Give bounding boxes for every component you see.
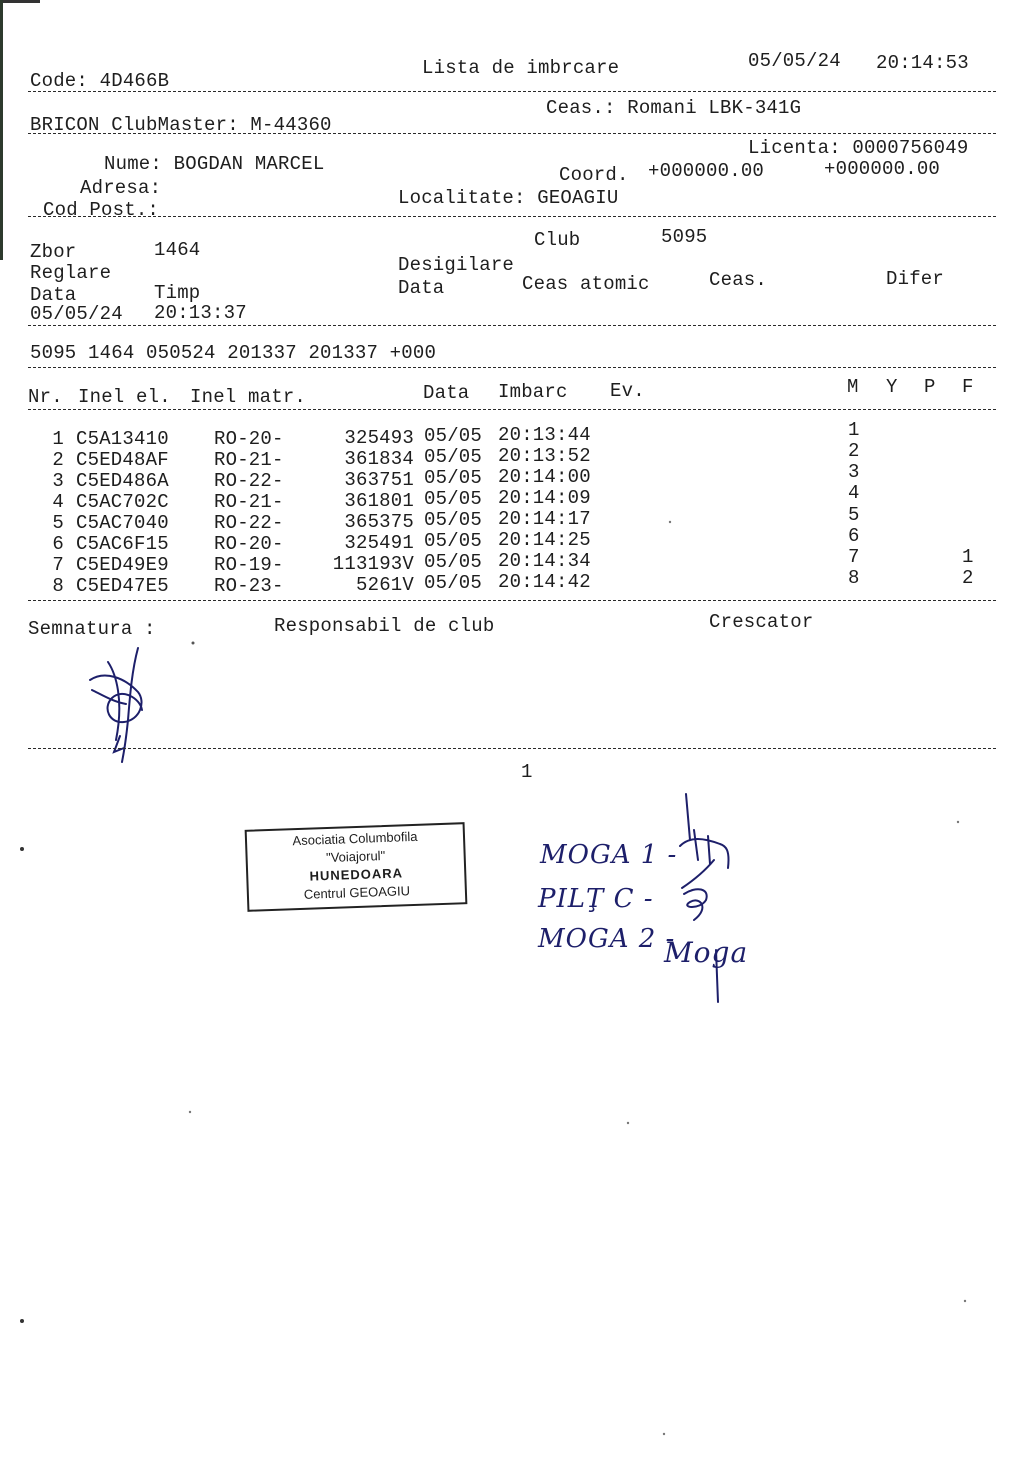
row-inel-el: C5AC6F15 (76, 533, 169, 555)
col-inel-matr: Inel matr. (190, 386, 307, 408)
flight-label: Zbor (30, 241, 77, 263)
row-nr: 1 (52, 428, 64, 450)
date-label-2: Data (398, 277, 445, 299)
row-nr: 5 (52, 512, 64, 534)
row-prefix: RO-21- (214, 449, 284, 471)
row-inel-el: C5AC702C (76, 491, 169, 513)
row-matr: 113193V (332, 553, 414, 575)
desigilare-label: Desigilare (398, 254, 515, 276)
row-f: 1 (962, 546, 974, 568)
code-label: Code: 4D466B (30, 70, 170, 92)
reglare-time: 20:13:37 (154, 302, 247, 324)
difference-label: Difer (886, 268, 945, 290)
col-nr: Nr. (28, 386, 63, 408)
col-data: Data (423, 382, 470, 404)
clock-col-label: Ceas. (709, 269, 768, 291)
row-inel-el: C5ED49E9 (76, 554, 169, 576)
row-inel-el: C5ED47E5 (76, 575, 169, 597)
document-title: Lista de imbrcare (422, 57, 620, 79)
row-nr: 4 (52, 491, 64, 513)
row-prefix: RO-22- (214, 512, 284, 534)
row-m: 5 (848, 504, 860, 526)
license-label: Licenta: 0000756049 (748, 137, 969, 159)
row-matr: 361801 (344, 490, 414, 512)
address-label: Adresa: (80, 177, 162, 199)
row-m: 1 (848, 419, 860, 441)
row-time: 20:14:25 (498, 529, 591, 551)
name-label: Nume: BOGDAN MARCEL (104, 153, 325, 175)
row-nr: 8 (52, 575, 64, 597)
row-date: 05/05 (424, 467, 483, 489)
row-time: 20:13:44 (498, 424, 591, 446)
coord-y: +000000.00 (824, 158, 941, 180)
row-prefix: RO-20- (214, 428, 284, 450)
row-time: 20:14:42 (498, 571, 591, 593)
row-matr: 365375 (344, 511, 414, 533)
row-matr: 363751 (344, 469, 414, 491)
stamp-line: HUNEDOARA (309, 865, 404, 884)
row-f: 2 (962, 567, 974, 589)
locality-label: Localitate: GEOAGIU (398, 187, 619, 209)
row-nr: 3 (52, 470, 64, 492)
row-date: 05/05 (424, 530, 483, 552)
row-date: 05/05 (424, 509, 483, 531)
row-inel-el: C5AC7040 (76, 512, 169, 534)
row-time: 20:14:17 (498, 508, 591, 530)
stamp-line: Centrul GEOAGIU (303, 883, 411, 902)
row-date: 05/05 (424, 488, 483, 510)
date-label: Data (30, 284, 77, 306)
row-inel-el: C5A13410 (76, 428, 169, 450)
row-prefix: RO-21- (214, 491, 284, 513)
atomic-clock-label: Ceas atomic (522, 273, 650, 295)
time-label: Timp (154, 282, 201, 304)
row-matr: 325491 (344, 532, 414, 554)
row-time: 20:14:00 (498, 466, 591, 488)
clubmaster-label: BRICON ClubMaster: M-44360 (30, 114, 332, 136)
handwritten-line: MOGA 1 - (540, 840, 678, 870)
col-inel-el: Inel el. (78, 386, 171, 408)
row-prefix: RO-19- (214, 554, 284, 576)
col-ev: Ev. (610, 380, 645, 402)
row-inel-el: C5ED486A (76, 470, 169, 492)
club-label: Club (534, 229, 581, 251)
row-date: 05/05 (424, 446, 483, 468)
stamp-line: Asociatia Columbofila (292, 828, 418, 849)
row-date: 05/05 (424, 572, 483, 594)
row-inel-el: C5ED48AF (76, 449, 169, 471)
col-f: F (962, 376, 974, 398)
row-m: 3 (848, 461, 860, 483)
col-m: M (847, 376, 859, 398)
postal-code-label: Cod Post.: (43, 199, 160, 221)
row-time: 20:14:34 (498, 550, 591, 572)
row-m: 8 (848, 567, 860, 589)
coord-label: Coord. (559, 164, 629, 186)
col-imbarc: Imbarc (498, 381, 568, 403)
club-number: 5095 (661, 226, 708, 248)
col-p: P (924, 376, 936, 398)
row-nr: 7 (52, 554, 64, 576)
stamp-line: "Voiajorul" (325, 847, 386, 866)
coord-x: +000000.00 (648, 160, 765, 182)
signature-label: Semnatura : (28, 618, 156, 640)
row-time: 20:14:09 (498, 487, 591, 509)
breeder-label: Crescator (709, 611, 814, 633)
row-nr: 2 (52, 449, 64, 471)
flight-code-line: 5095 1464 050524 201337 201337 +000 (30, 342, 437, 364)
row-date: 05/05 (424, 551, 483, 573)
row-prefix: RO-23- (214, 575, 284, 597)
row-time: 20:13:52 (498, 445, 591, 467)
page-number: 1 (521, 761, 533, 783)
print-time: 20:14:53 (876, 52, 969, 74)
handwritten-line: PILŢ C - (538, 884, 654, 914)
col-y: Y (886, 376, 898, 398)
club-responsible-label: Responsabil de club (274, 615, 495, 637)
row-prefix: RO-22- (214, 470, 284, 492)
print-date: 05/05/24 (748, 50, 841, 72)
row-m: 4 (848, 482, 860, 504)
row-m: 6 (848, 525, 860, 547)
row-date: 05/05 (424, 425, 483, 447)
handwritten-line: MOGA 2 - (538, 924, 676, 954)
row-matr: 325493 (344, 427, 414, 449)
row-matr: 5261V (355, 574, 414, 596)
handwritten-signature: Moga (664, 936, 749, 969)
row-matr: 361834 (344, 448, 414, 470)
row-prefix: RO-20- (214, 533, 284, 555)
row-m: 2 (848, 440, 860, 462)
row-m: 7 (848, 546, 860, 568)
reglare-date: 05/05/24 (30, 303, 123, 325)
clock-label: Ceas.: Romani LBK-341G (546, 97, 802, 119)
flight-number: 1464 (154, 239, 201, 261)
reglare-label: Reglare (30, 262, 112, 284)
row-nr: 6 (52, 533, 64, 555)
